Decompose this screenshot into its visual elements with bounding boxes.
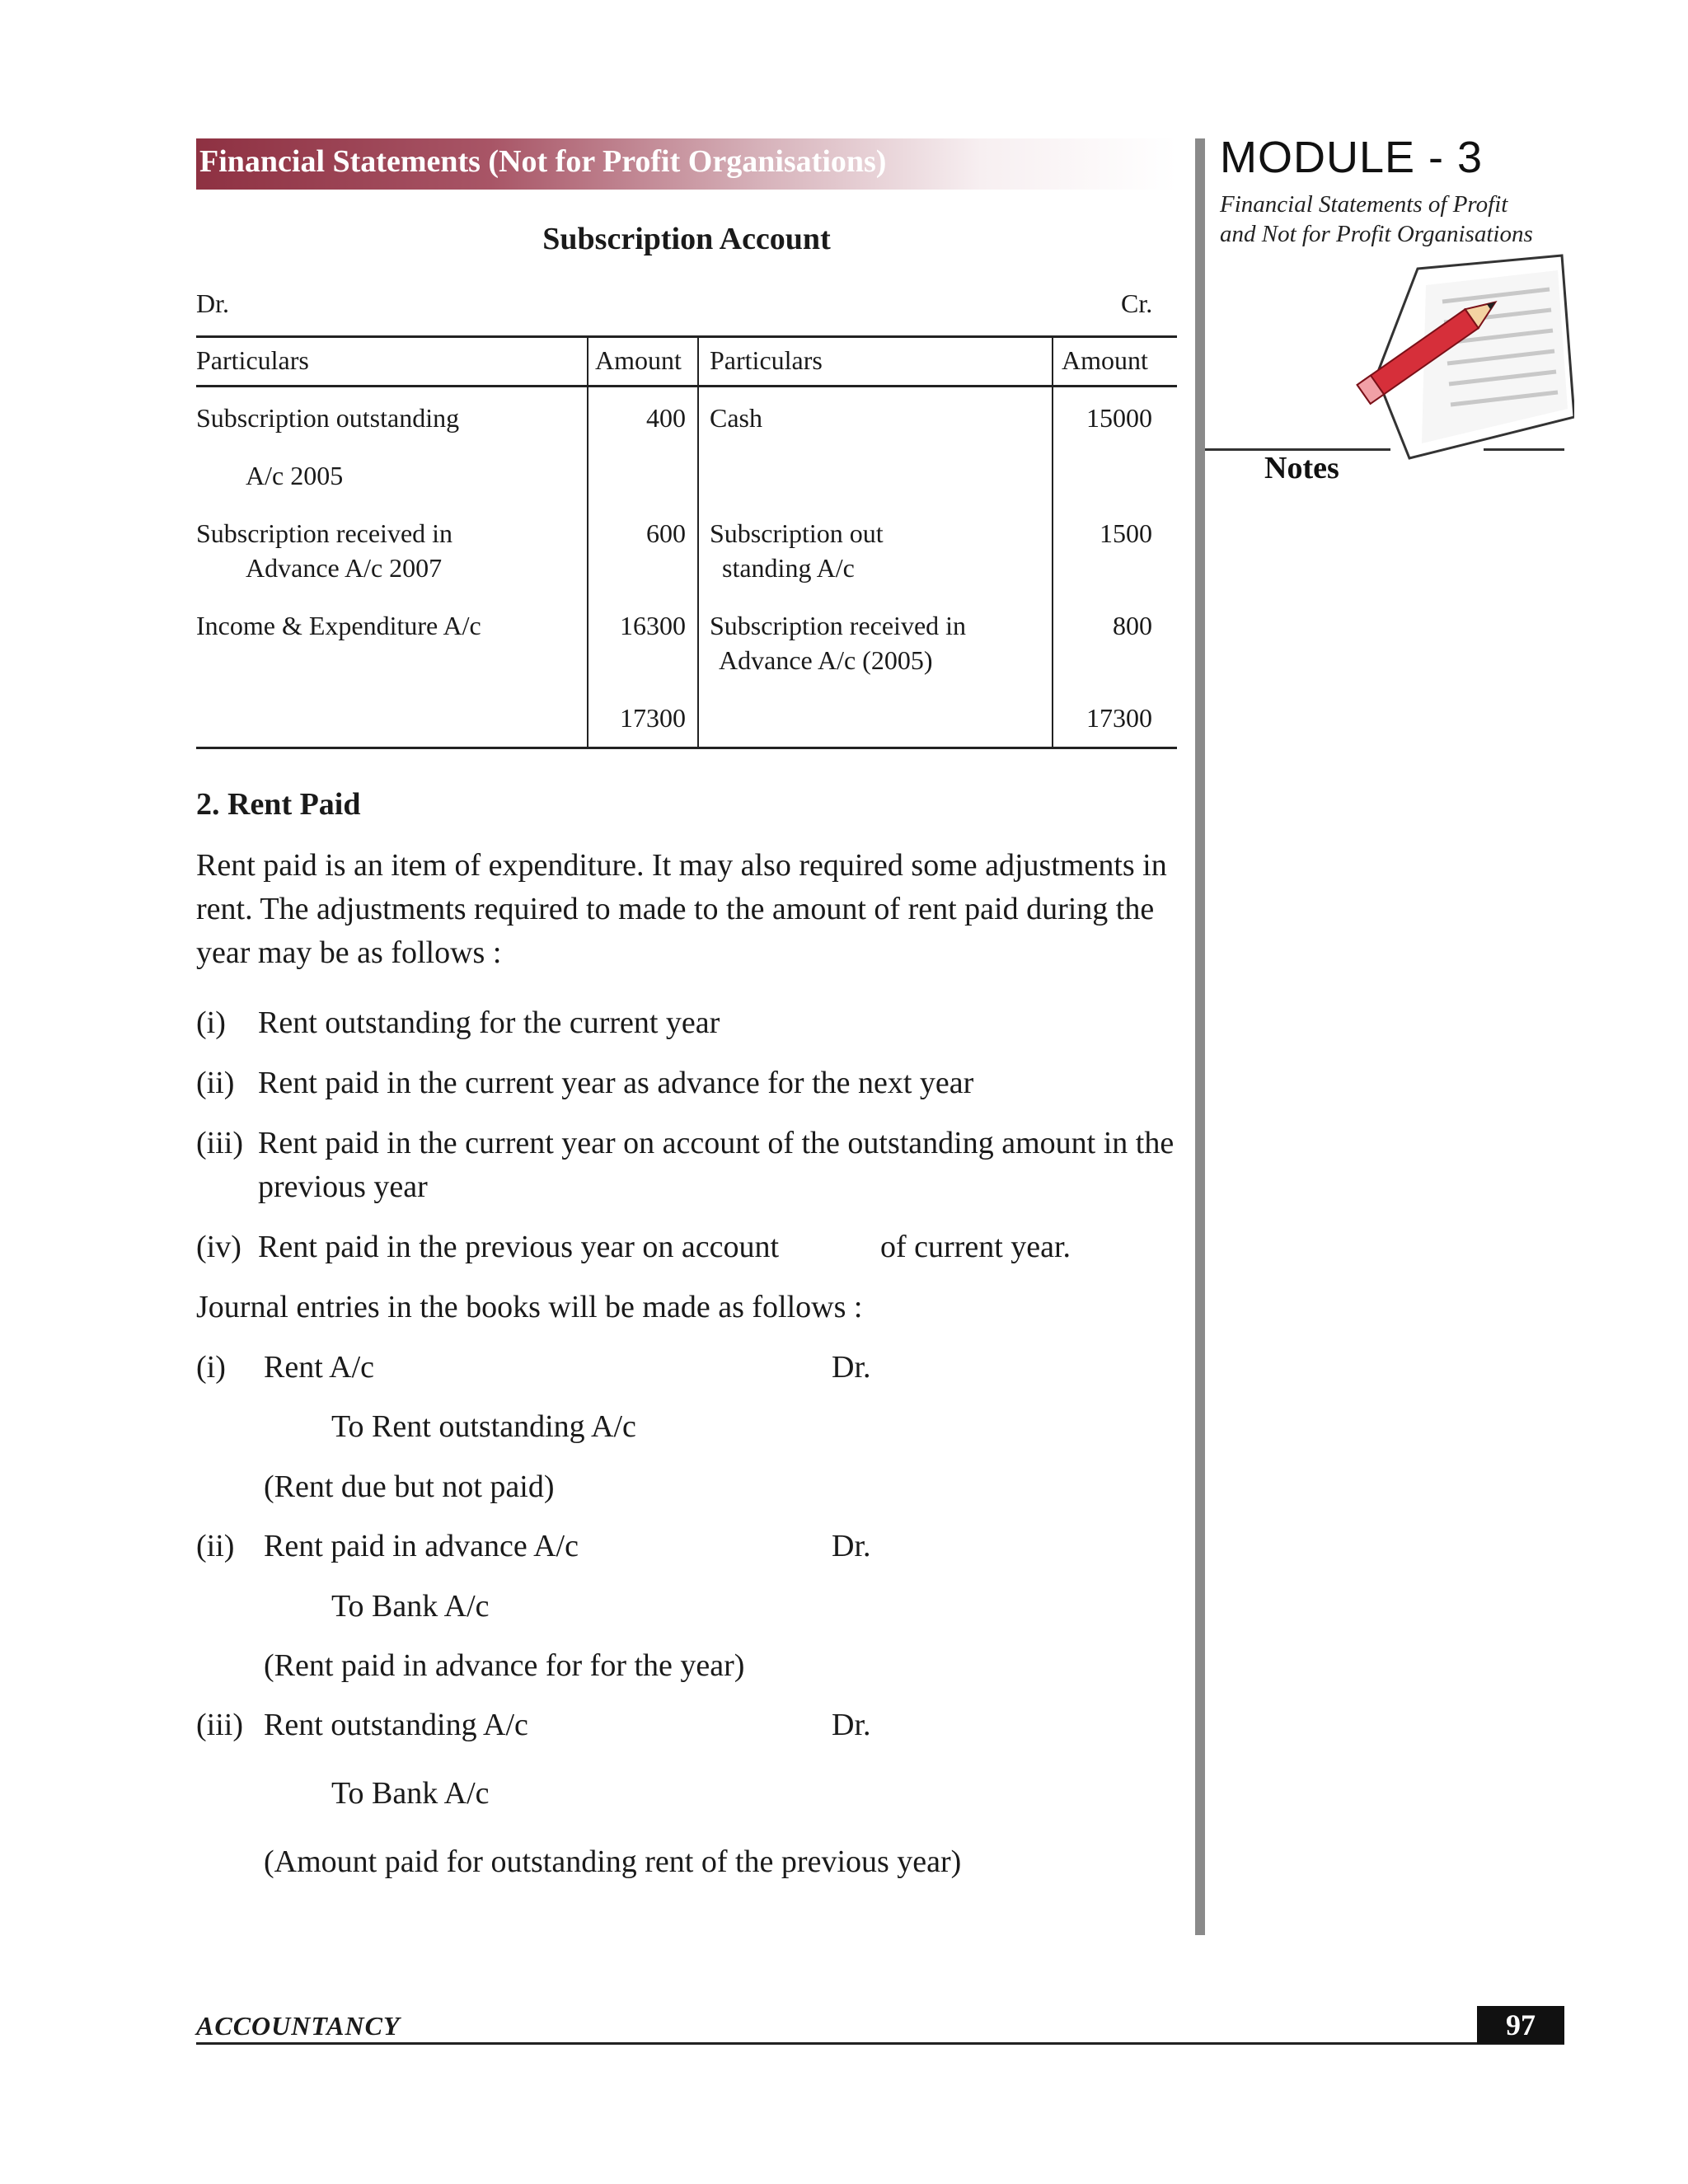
right-row-1: Cash <box>710 403 762 433</box>
total-left: 17300 <box>620 703 686 733</box>
section-header-band <box>196 138 1177 190</box>
list-item-tail: of current year. <box>880 1230 1071 1264</box>
right-row-3-cont: Advance A/c (2005) <box>719 645 933 675</box>
section-title: 2. Rent Paid <box>196 787 361 822</box>
header-particulars-right: Particulars <box>710 345 823 375</box>
left-amount-2: 600 <box>646 518 686 548</box>
entry-credit: To Bank A/c <box>331 1589 490 1624</box>
entry-narration: (Rent due but not paid) <box>264 1469 555 1504</box>
left-row-1: Subscription outstanding <box>196 403 460 433</box>
journal-intro: Journal entries in the books will be made as follows : <box>196 1290 863 1324</box>
left-row-3: Income & Expenditure A/c <box>196 611 481 640</box>
table-header-rule <box>196 385 1177 387</box>
page-number-box <box>1477 2006 1564 2044</box>
left-row-2: Subscription received in <box>196 518 453 548</box>
entry-dr: Dr. <box>832 1708 871 1742</box>
section-paragraph: Rent paid is an item of expenditure. It may also required some adjustments in rent. The adjustments required to made to the amount of rent paid during the year may be as follows : <box>196 848 1167 970</box>
header-particulars-left: Particulars <box>196 345 309 375</box>
header-amount-right: Amount <box>1062 345 1148 375</box>
total-right: 17300 <box>1086 703 1152 733</box>
entry-narration: (Rent paid in advance for for the year) <box>264 1648 745 1683</box>
left-amount-1: 400 <box>646 403 686 433</box>
sidebar-divider <box>1195 138 1205 1935</box>
entry-credit: To Rent outstanding A/c <box>331 1409 636 1444</box>
header-amount-left: Amount <box>595 345 682 375</box>
module-subtitle <box>1220 190 1607 249</box>
right-row-2-cont: standing A/c <box>722 553 855 583</box>
list-marker: (iv) <box>196 1230 241 1264</box>
footer-title: ACCOUNTANCY <box>196 2011 401 2041</box>
list-item: Rent outstanding for the current year <box>258 1005 720 1040</box>
entry-dr: Dr. <box>832 1529 871 1563</box>
entry-marker: (iii) <box>196 1708 243 1742</box>
list-marker: (iii) <box>196 1126 243 1160</box>
header-band-title: Financial Statements (Not for Profit Organisations) <box>199 144 887 179</box>
notes-label: Notes <box>1264 451 1339 485</box>
debit-label: Dr. <box>196 288 229 318</box>
notes-pencil-icon <box>1352 252 1574 475</box>
right-amount-2: 1500 <box>1100 518 1152 548</box>
entry-credit: To Bank A/c <box>331 1776 490 1811</box>
list-marker: (i) <box>196 1005 226 1040</box>
module-subtitle-line1: Financial Statements of Profit <box>1220 191 1508 218</box>
right-amount-1: 15000 <box>1086 403 1152 433</box>
entry-debit: Rent A/c <box>264 1350 375 1385</box>
entry-debit: Rent paid in advance A/c <box>264 1529 579 1563</box>
entry-marker: (i) <box>196 1350 226 1385</box>
left-row-1-cont: A/c 2005 <box>246 461 344 490</box>
footer-rule <box>196 2042 1564 2045</box>
entry-debit: Rent outstanding A/c <box>264 1708 528 1742</box>
list-marker: (ii) <box>196 1066 235 1100</box>
table-top-rule <box>196 335 1177 338</box>
account-title: Subscription Account <box>542 222 831 256</box>
module-subtitle-line2: and Not for Profit Organisations <box>1220 221 1533 247</box>
table-bottom-rule <box>196 747 1177 749</box>
list-item: Rent paid in the current year as advance for the next year <box>258 1066 974 1100</box>
credit-label: Cr. <box>1121 288 1153 318</box>
right-row-2: Subscription out <box>710 518 884 548</box>
left-amount-3: 16300 <box>620 611 686 640</box>
list-item: Rent paid in the current year on account of the outstanding amount in the <box>258 1126 1175 1160</box>
notes-rule-right <box>1484 448 1564 451</box>
right-row-3: Subscription received in <box>710 611 967 640</box>
column-divider <box>697 335 699 748</box>
module-title: MODULE - 3 <box>1220 133 1484 182</box>
left-row-2-cont: Advance A/c 2007 <box>246 553 443 583</box>
page-number: 97 <box>1506 2008 1536 2041</box>
entry-dr: Dr. <box>832 1350 871 1385</box>
list-item: Rent paid in the previous year on account <box>258 1230 780 1264</box>
entry-narration: (Amount paid for outstanding rent of the previous year) <box>264 1844 962 1879</box>
right-amount-3: 800 <box>1113 611 1152 640</box>
list-item-cont: previous year <box>258 1169 428 1204</box>
entry-marker: (ii) <box>196 1529 235 1563</box>
